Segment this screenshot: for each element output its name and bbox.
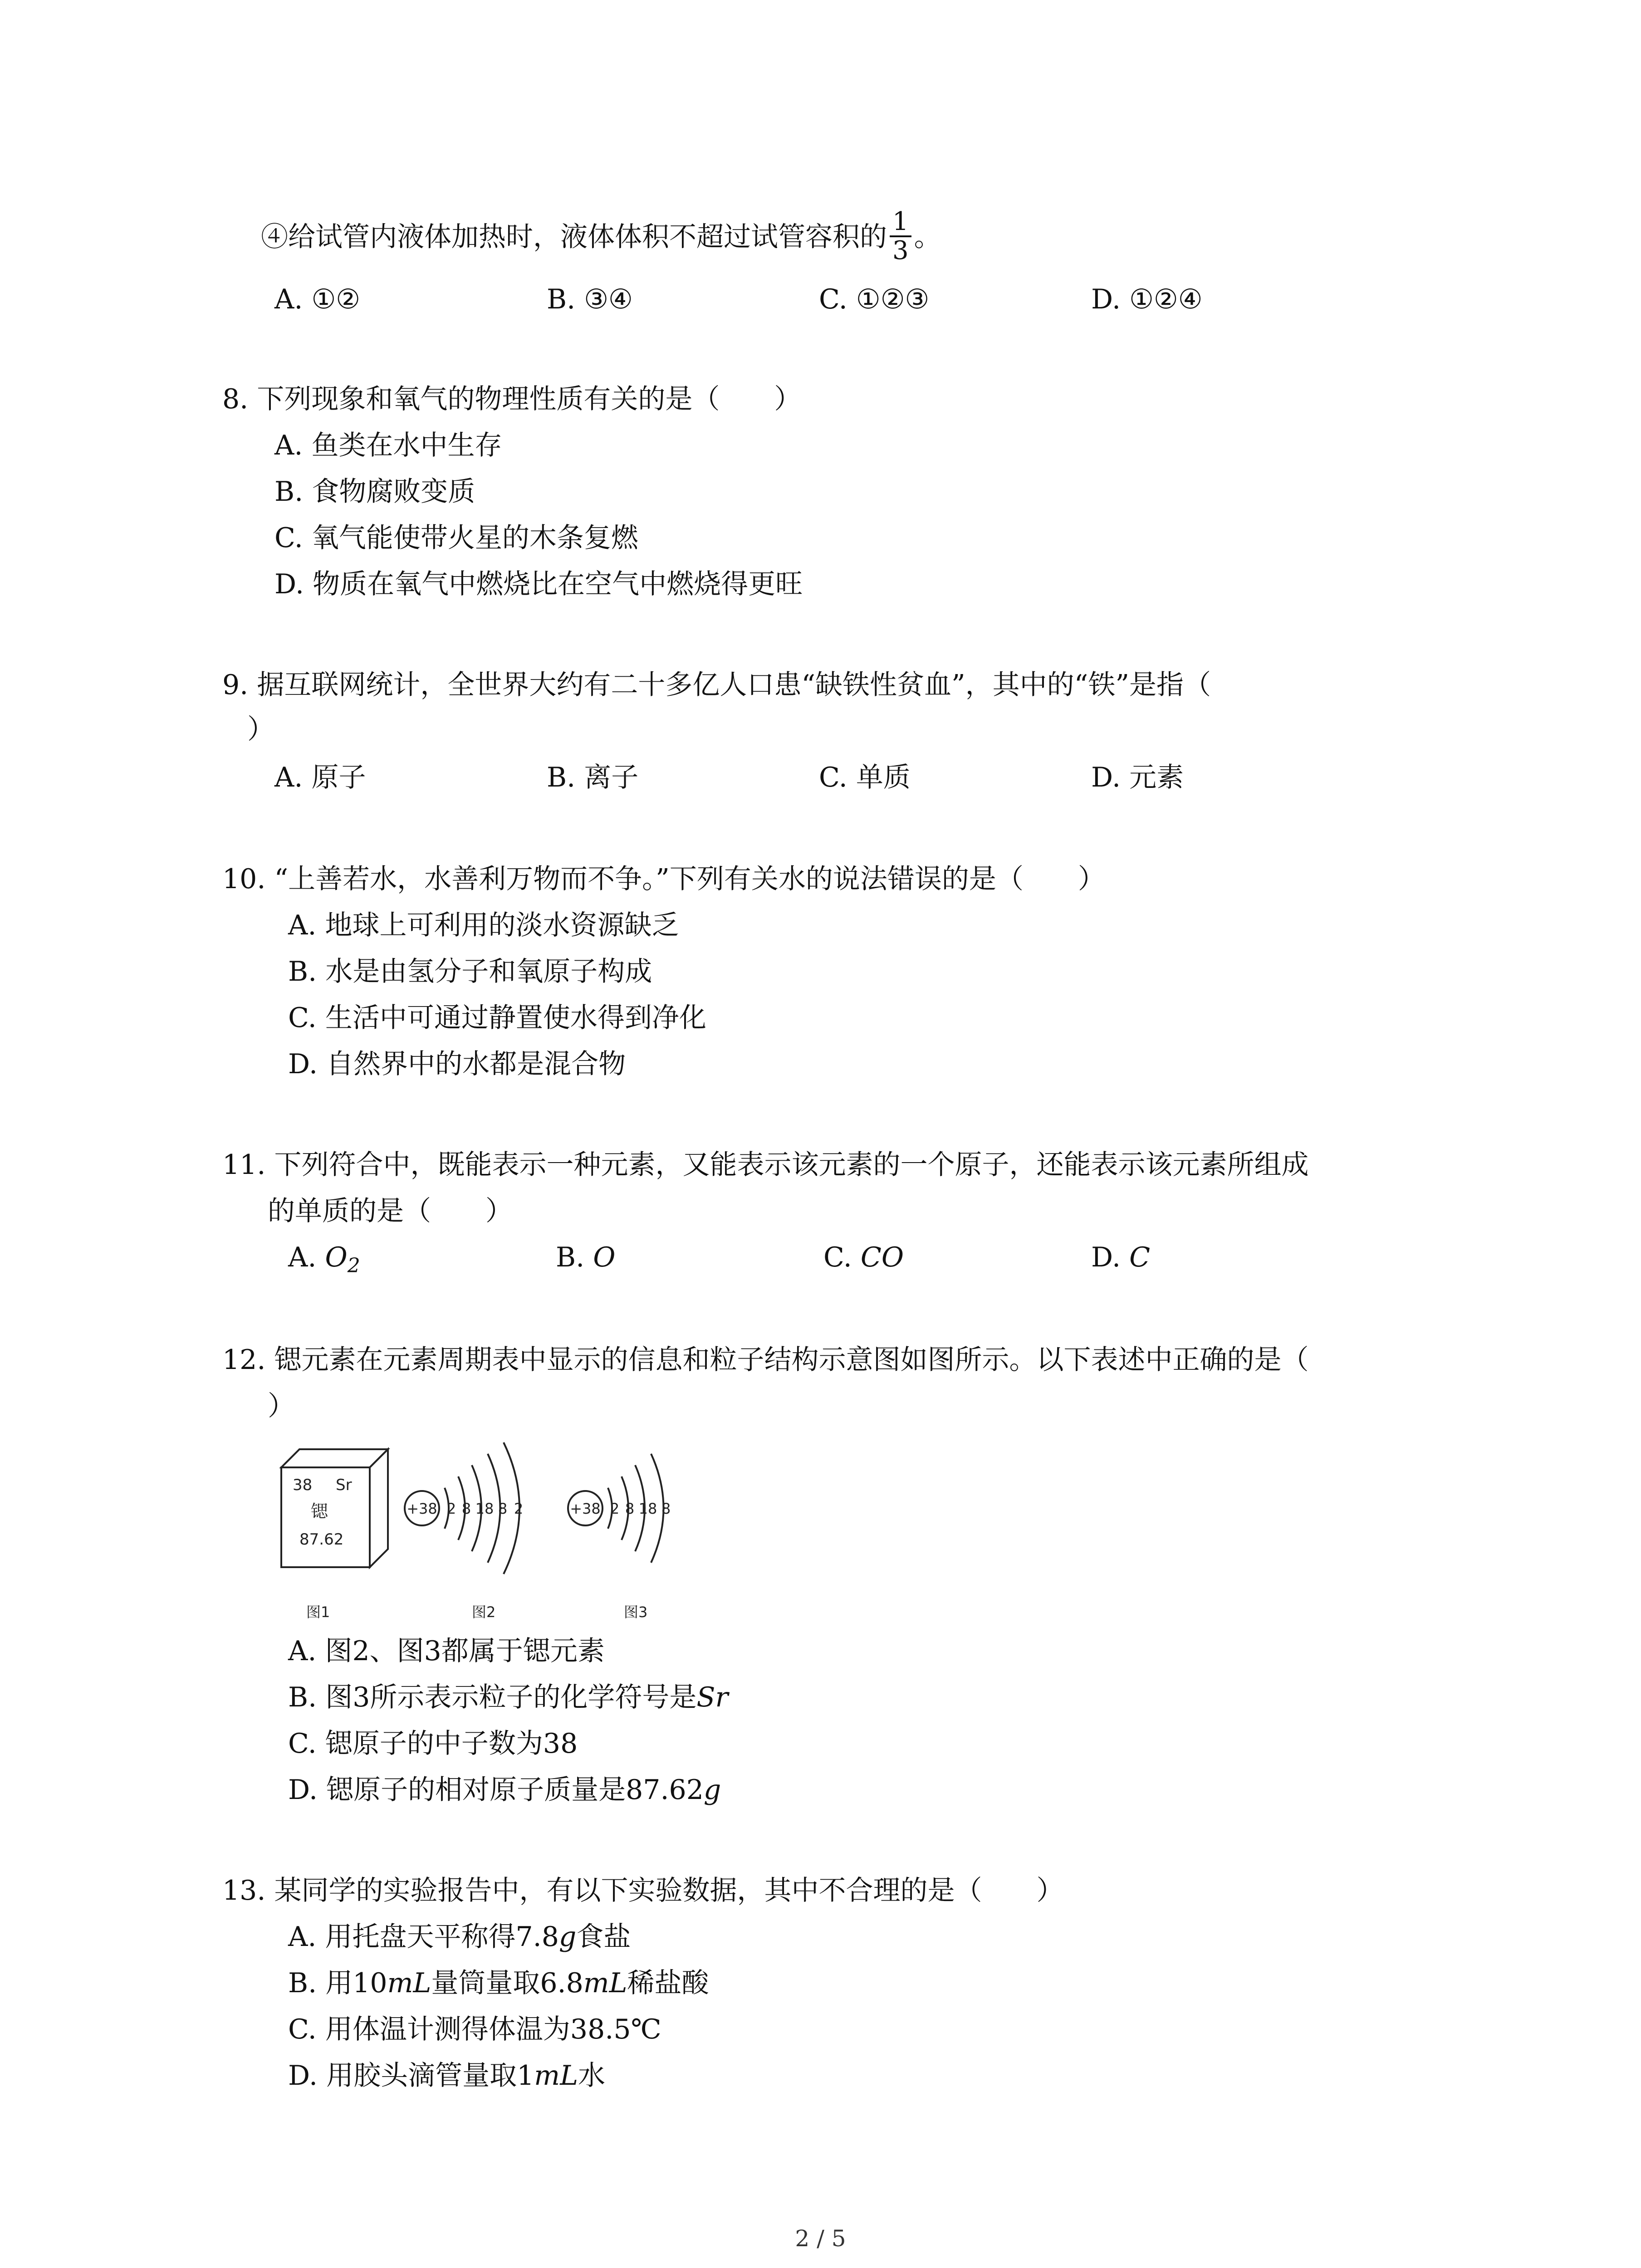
fig3-nucleus: +38	[570, 1500, 601, 1517]
q12-option-a[interactable]: A. 图2、图3都属于锶元素	[288, 1635, 605, 1667]
fig3-shell-3: 18	[638, 1500, 657, 1517]
q11-stem-cont: 的单质的是（ ）	[268, 1195, 513, 1227]
fig2-shell-5: 2	[514, 1500, 524, 1517]
q12-option-c[interactable]: C. 锶原子的中子数为38	[288, 1728, 578, 1760]
q12-stem-cont: ）	[268, 1390, 295, 1422]
fig2-atom-diagram	[405, 1442, 523, 1574]
q8-option-a[interactable]: A. 鱼类在水中生存	[274, 430, 502, 461]
q12-stem: 12. 锶元素在元素周期表中显示的信息和粒子结构示意图如图所示。以下表述中正确的是（	[222, 1344, 1309, 1376]
q7-option-a[interactable]: A. ①②	[274, 284, 361, 315]
fig1-atomic-mass: 87.62	[299, 1530, 344, 1549]
q10-option-b[interactable]: B. 水是由氢分子和氧原子构成	[288, 956, 652, 987]
fig1-element-name: 锶	[311, 1501, 328, 1521]
q9-option-d[interactable]: D. 元素	[1091, 762, 1184, 793]
fig3-caption: 图3	[624, 1603, 648, 1621]
fig2-caption: 图2	[472, 1603, 496, 1621]
q13-option-d[interactable]: D. 用胶头滴管量取1mL水	[288, 2060, 606, 2092]
q11-option-b[interactable]: B. O	[556, 1242, 616, 1273]
q7-option-c[interactable]: C. ①②③	[819, 284, 930, 315]
q9-option-b[interactable]: B. 离子	[547, 762, 639, 793]
q9-stem: 9. 据互联网统计，全世界大约有二十多亿人口患“缺铁性贫血”，其中的“铁”是指（	[222, 669, 1211, 701]
q7-option-b[interactable]: B. ③④	[547, 284, 633, 315]
q7-option-d[interactable]: D. ①②④	[1091, 284, 1203, 315]
fig2-shell-2: 8	[461, 1500, 471, 1517]
fig1-element-cell	[281, 1449, 388, 1567]
fig2-nucleus: +38	[407, 1500, 437, 1517]
fig3-shell-1: 2	[610, 1500, 620, 1517]
fig2-shell-1: 2	[446, 1500, 456, 1517]
fig1-atomic-number: 38	[293, 1476, 313, 1494]
fig2-shell-4: 8	[498, 1500, 508, 1517]
fraction-one-third: $\frac{1}{3}$	[890, 208, 911, 264]
q9-option-a[interactable]: A. 原子	[274, 762, 366, 793]
q13-option-c[interactable]: C. 用体温计测得体温为38.5℃	[288, 2014, 661, 2045]
q9-option-c[interactable]: C. 单质	[819, 762, 911, 793]
fig3-shell-2: 8	[625, 1500, 635, 1517]
q13-option-a[interactable]: A. 用托盘天平称得7.8g食盐	[288, 1921, 631, 1953]
q8-option-d[interactable]: D. 物质在氧气中燃烧比在空气中燃烧得更旺	[274, 568, 803, 600]
q10-option-c[interactable]: C. 生活中可通过静置使水得到净化	[288, 1002, 706, 1034]
q9-stem-cont: ）	[247, 714, 274, 745]
q8-option-c[interactable]: C. 氧气能使带火星的木条复燃	[274, 522, 638, 554]
q10-option-d[interactable]: D. 自然界中的水都是混合物	[288, 1048, 626, 1080]
q10-stem: 10. “上善若水，水善利万物而不争。”下列有关水的说法错误的是（ ）	[222, 863, 1105, 895]
fig3-ion-diagram	[568, 1454, 671, 1563]
page-number: 2 / 5	[795, 2225, 846, 2252]
q8-option-b[interactable]: B. 食物腐败变质	[274, 476, 475, 508]
q11-option-d[interactable]: D. C	[1091, 1242, 1151, 1273]
q12-option-b[interactable]: B. 图3所示表示粒子的化学符号是Sr	[288, 1681, 729, 1713]
q10-option-a[interactable]: A. 地球上可利用的淡水资源缺乏	[288, 909, 679, 941]
q12-option-d[interactable]: D. 锶原子的相对原子质量是87.62g	[288, 1774, 721, 1806]
q8-stem: 8. 下列现象和氧气的物理性质有关的是（ ）	[222, 383, 802, 415]
fig2-shell-3: 18	[475, 1500, 494, 1517]
fig1-symbol: Sr	[336, 1476, 352, 1494]
fig3-shell-4: 8	[661, 1500, 671, 1517]
q13-option-b[interactable]: B. 用10mL量筒量取6.8mL稀盐酸	[288, 1967, 709, 1999]
q7-item-4: ④给试管内液体加热时，液体体积不超过试管容积的 $\frac{1}{3}$ 。	[261, 207, 941, 265]
q11-option-a[interactable]: A. $O_2$	[288, 1242, 360, 1277]
fig1-caption: 图1	[306, 1603, 330, 1621]
q11-option-c[interactable]: C. CO	[823, 1242, 904, 1273]
q13-stem: 13. 某同学的实验报告中，有以下实验数据，其中不合理的是（ ）	[222, 1875, 1064, 1906]
strontium-figure	[272, 1429, 726, 1628]
q11-stem: 11. 下列符合中，既能表示一种元素，又能表示该元素的一个原子，还能表示该元素所组成	[222, 1149, 1309, 1181]
